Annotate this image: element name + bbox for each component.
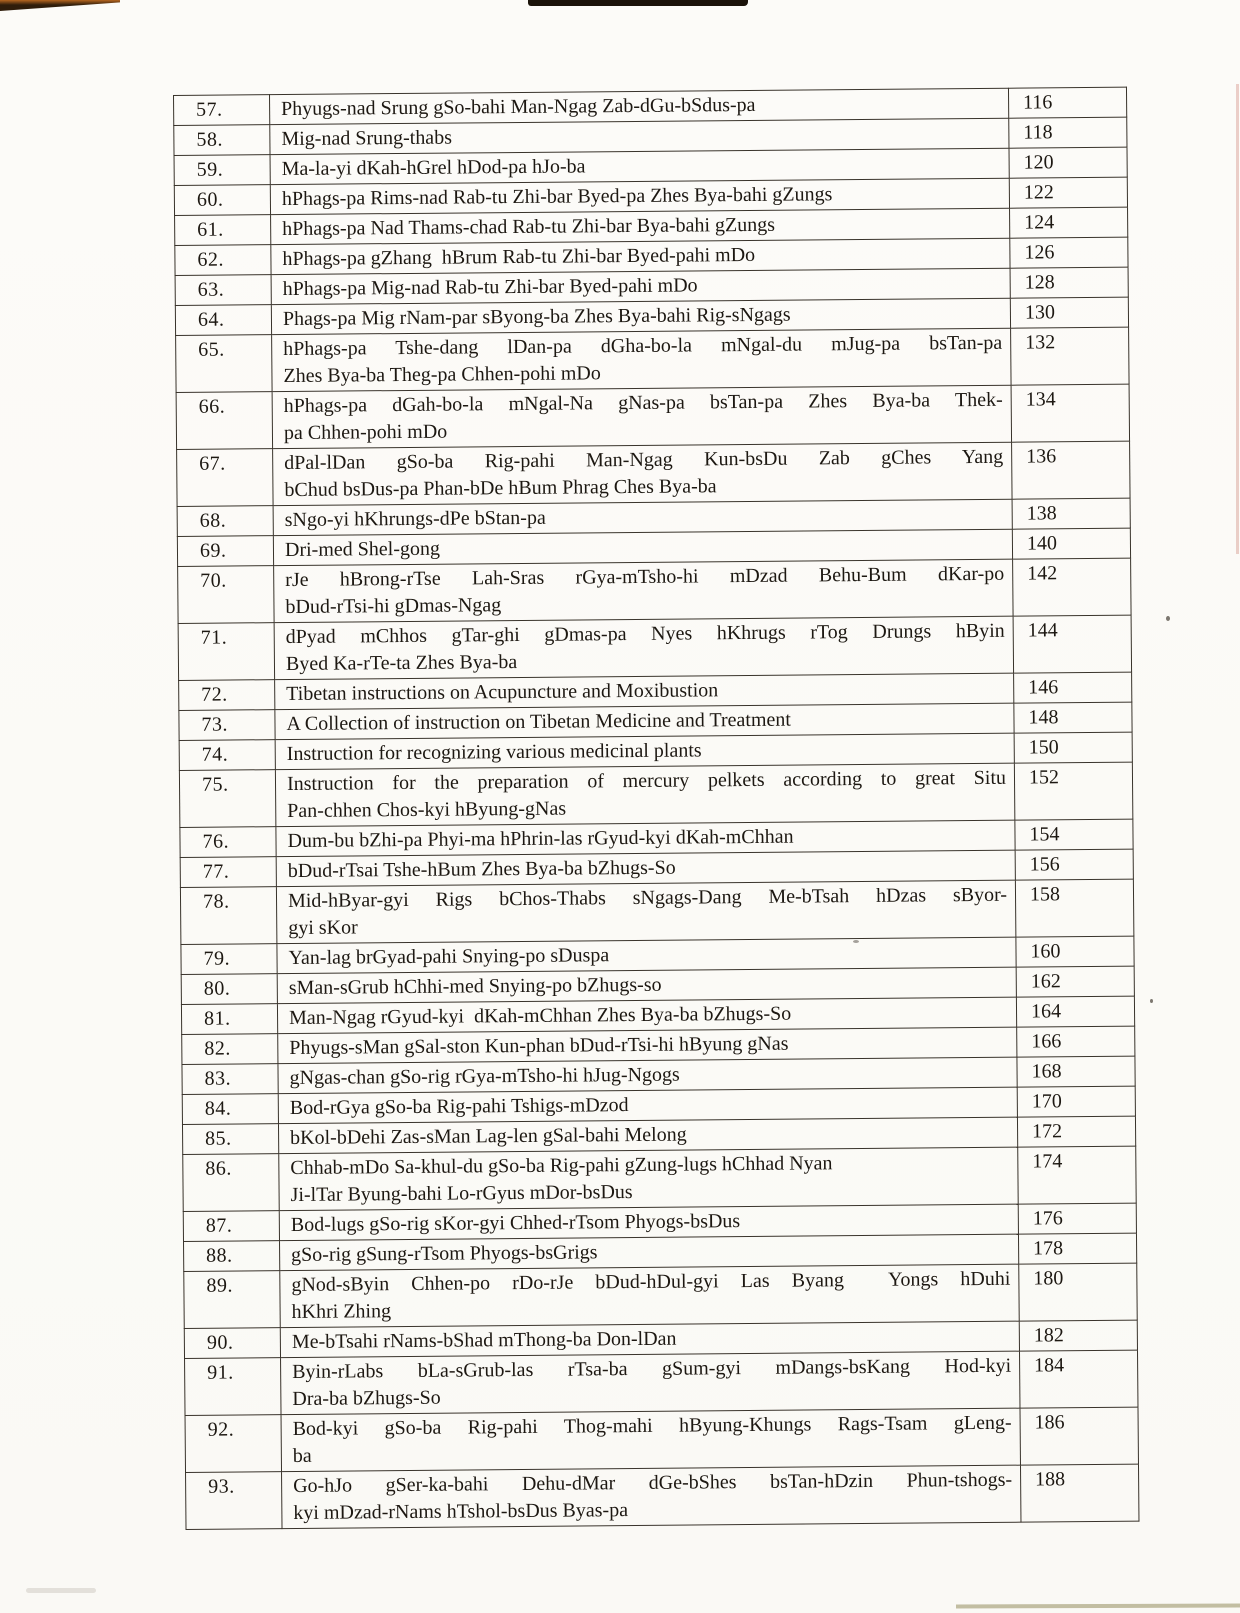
entry-page-number: 118 <box>1009 117 1127 148</box>
entry-title-line: gyi sKor <box>288 916 358 940</box>
table-of-contents <box>173 87 1139 1530</box>
contents-table-wrapper <box>173 87 1138 1530</box>
entry-serial-number: 83. <box>182 1064 278 1095</box>
entry-page-number: 152 <box>1014 762 1132 820</box>
entry-title <box>272 328 1011 391</box>
entry-page-number: 168 <box>1017 1056 1135 1087</box>
table-body <box>174 87 1139 1529</box>
table-row <box>176 327 1129 392</box>
scan-artifact-top-left-wedge <box>0 0 120 11</box>
entry-serial-number: 62. <box>175 245 271 276</box>
entry-title-line: Instruction for recognizing various medicinal plants <box>286 739 702 766</box>
entry-serial-number: 80. <box>181 974 277 1005</box>
entry-title-line: dPyad mChhos gTar-ghi gDmas-pa Nyes hKhrugs rTog Drungs hByin <box>285 619 1005 649</box>
entry-serial-number: 59. <box>174 155 270 186</box>
entry-serial-number: 68. <box>177 506 273 537</box>
entry-page-number: 146 <box>1014 672 1132 703</box>
entry-title-line: hPhags-pa Mig-nad Rab-tu Zhi-bar Byed-pahi mDo <box>282 274 698 301</box>
entry-title-line: hPhags-pa gZhang hBrum Rab-tu Zhi-bar Byed-pahi mDo <box>282 243 756 271</box>
table-row <box>185 1407 1138 1472</box>
entry-page-number: 132 <box>1011 327 1129 385</box>
entry-title-line: hPhags-pa dGah-bo-la mNgal-Na gNas-pa bsTan-pa Zhes Bya-ba Thek- <box>283 388 1003 418</box>
scan-speck <box>1166 616 1170 621</box>
entry-title-line: Bod-rGya gSo-ba Rig-pahi Tshigs-mDzod <box>289 1094 629 1120</box>
entry-page-number: 160 <box>1016 936 1134 967</box>
entry-serial-number: 78. <box>180 887 276 945</box>
entry-title <box>282 1465 1021 1528</box>
entry-title-line: Mid-hByar-gyi Rigs bChos-Thabs sNgags-Dang Me-bTsah hDzas sByor- <box>287 883 1008 913</box>
entry-title-line: dPal-lDan gSo-ba Rig-pahi Man-Ngag Kun-bsDu Zab gChes Yang <box>284 445 1004 475</box>
entry-serial-number: 92. <box>185 1415 281 1473</box>
entry-title-line: Tibetan instructions on Acupuncture and Moxibustion <box>286 679 719 706</box>
entry-title-line: bDud-rTsi-hi gDmas-Ngag <box>285 594 502 619</box>
table-row <box>184 1263 1137 1328</box>
entry-title-line: gNgas-chan gSo-rig rGya-mTsho-hi hJug-Ngogs <box>289 1063 680 1090</box>
entry-title-line: gNod-sByin Chhen-po rDo-rJe bDud-hDul-gyi Las Byang Yongs hDuhi <box>291 1267 1011 1297</box>
entry-title-line: Dum-bu bZhi-pa Phyi-ma hPhrin-las rGyud-kyi dKah-mChhan <box>287 825 794 853</box>
scan-artifact-bottom-left-smudge <box>26 1588 96 1593</box>
entry-page-number: 170 <box>1017 1086 1135 1117</box>
table-row <box>178 615 1131 680</box>
entry-title-line: Byin-rLabs bLa-sGrub-las rTsa-ba gSum-gyi mDangs-bsKang Hod-kyi <box>292 1354 1012 1384</box>
entry-title-line: Phyugs-nad Srung gSo-bahi Man-Ngag Zab-dGu-bSdus-pa <box>281 93 756 121</box>
entry-page-number: 162 <box>1016 966 1134 997</box>
entry-title-line: Bod-lugs gSo-rig sKor-gyi Chhed-rTsom Phyogs-bsDus <box>290 1210 741 1237</box>
entry-title <box>274 616 1013 679</box>
entry-page-number: 188 <box>1020 1464 1138 1522</box>
entry-title-line: Mig-nad Srung-thabs <box>281 126 453 151</box>
entry-title-line: Byed Ka-rTe-ta Zhes Bya-ba <box>285 651 518 676</box>
entry-page-number: 128 <box>1010 267 1128 298</box>
entry-title-line: bChud bsDus-pa Phan-bDe hBum Phrag Ches Bya-ba <box>284 475 717 502</box>
entry-title-line: gSo-rig gSung-rTsom Phyogs-bsGrigs <box>291 1241 598 1267</box>
entry-page-number: 140 <box>1012 528 1130 559</box>
entry-page-number: 178 <box>1018 1233 1136 1264</box>
entry-page-number: 120 <box>1009 147 1127 178</box>
entry-page-number: 172 <box>1017 1116 1135 1147</box>
entry-serial-number: 69. <box>177 536 273 567</box>
entry-title-line: Ji-lTar Byung-bahi Lo-rGyus mDor-bsDus <box>290 1181 633 1207</box>
scan-speck <box>1150 999 1153 1003</box>
entry-serial-number: 81. <box>181 1004 277 1035</box>
entry-title-line: Go-hJo gSer-ka-bahi Dehu-dMar dGe-bShes bsTan-hDzin Phun-tshogs- <box>293 1468 1013 1498</box>
entry-serial-number: 63. <box>175 275 271 306</box>
entry-page-number: 184 <box>1019 1350 1137 1408</box>
entry-title-line: Chhab-mDo Sa-khul-du gSo-ba Rig-pahi gZung-lugs hChhad Nyan <box>290 1152 833 1180</box>
entry-title <box>274 559 1013 622</box>
entry-page-number: 122 <box>1009 177 1127 208</box>
entry-page-number: 124 <box>1010 207 1128 238</box>
entry-page-number: 186 <box>1020 1407 1138 1465</box>
entry-serial-number: 89. <box>184 1271 280 1329</box>
entry-page-number: 148 <box>1014 702 1132 733</box>
entry-page-number: 176 <box>1018 1203 1136 1234</box>
entry-title <box>281 1408 1020 1471</box>
entry-page-number: 130 <box>1010 297 1128 328</box>
entry-serial-number: 93. <box>186 1472 282 1530</box>
entry-title-line: pa Chhen-pohi mDo <box>283 420 448 445</box>
entry-title-line: sNgo-yi hKhrungs-dPe bStan-pa <box>284 506 546 532</box>
entry-serial-number: 57. <box>174 95 270 126</box>
entry-title <box>281 1351 1020 1414</box>
entry-title-line: hKhri Zhing <box>291 1300 392 1324</box>
entry-serial-number: 58. <box>174 125 270 156</box>
entry-serial-number: 82. <box>182 1034 278 1065</box>
entry-serial-number: 64. <box>175 305 271 336</box>
entry-serial-number: 76. <box>180 827 276 858</box>
entry-title <box>279 1147 1018 1210</box>
entry-page-number: 136 <box>1012 441 1130 499</box>
entry-title-line: Phags-pa Mig rNam-par sByong-ba Zhes Bya-bahi Rig-sNgags <box>282 303 791 331</box>
entry-serial-number: 85. <box>182 1124 278 1155</box>
entry-page-number: 134 <box>1011 384 1129 442</box>
table-row <box>179 762 1132 827</box>
entry-title <box>276 880 1015 943</box>
entry-title-line: Instruction for the preparation of mercury pelkets according to great Situ <box>286 766 1007 796</box>
table-row <box>178 558 1131 623</box>
scan-artifact-bottom-edge-line <box>956 1604 1240 1609</box>
entry-title-line: sMan-sGrub hChhi-med Snying-po bZhugs-so <box>288 973 662 1000</box>
entry-serial-number: 60. <box>174 185 270 216</box>
entry-serial-number: 91. <box>185 1358 281 1416</box>
entry-title-line: A Collection of instruction on Tibetan Medicine and Treatment <box>286 708 791 736</box>
entry-page-number: 166 <box>1017 1026 1135 1057</box>
entry-page-number: 142 <box>1013 558 1131 616</box>
entry-page-number: 174 <box>1018 1146 1136 1204</box>
entry-title-line: Me-bTsahi rNams-bShad mThong-ba Don-lDan <box>291 1327 677 1354</box>
entry-title-line: hPhags-pa Rims-nad Rab-tu Zhi-bar Byed-pa Zhes Bya-bahi gZungs <box>281 183 833 211</box>
entry-serial-number: 70. <box>178 566 274 624</box>
entry-serial-number: 87. <box>183 1211 279 1242</box>
entry-serial-number: 74. <box>179 740 275 771</box>
entry-title-line: bKol-bDehi Zas-sMan Lag-len gSal-bahi Melong <box>290 1123 687 1150</box>
entry-page-number: 144 <box>1013 615 1131 673</box>
table-row <box>177 441 1130 506</box>
entry-serial-number: 77. <box>180 857 276 888</box>
entry-serial-number: 67. <box>177 449 273 507</box>
entry-page-number: 154 <box>1015 819 1133 850</box>
entry-title <box>275 763 1014 826</box>
entry-title-line: Pan-chhen Chos-kyi hByung-gNas <box>287 797 567 823</box>
entry-serial-number: 61. <box>175 215 271 246</box>
entry-serial-number: 86. <box>183 1154 279 1212</box>
table-row <box>186 1464 1139 1529</box>
entry-title-line: Man-Ngag rGyud-kyi dKah-mChhan Zhes Bya-ba bZhugs-So <box>288 1002 792 1030</box>
entry-serial-number: 72. <box>179 680 275 711</box>
entry-title-line: ba <box>292 1444 312 1468</box>
entry-serial-number: 66. <box>176 392 272 450</box>
entry-serial-number: 84. <box>182 1094 278 1125</box>
entry-title-line: Phyugs-sMan gSal-ston Kun-phan bDud-rTsi-hi hByung gNas <box>289 1032 789 1060</box>
entry-page-number: 138 <box>1012 498 1130 529</box>
entry-title <box>280 1264 1019 1327</box>
entry-page-number: 182 <box>1019 1320 1137 1351</box>
entry-title-line: hPhags-pa Tshe-dang lDan-pa dGha-bo-la mNgal-du mJug-pa bsTan-pa <box>283 331 1003 361</box>
entry-page-number: 156 <box>1015 849 1133 880</box>
entry-serial-number: 79. <box>181 944 277 975</box>
entry-serial-number: 73. <box>179 710 275 741</box>
entry-page-number: 150 <box>1014 732 1132 763</box>
table-row <box>183 1146 1136 1211</box>
entry-title-line: Zhes Bya-ba Theg-pa Chhen-pohi mDo <box>283 362 601 388</box>
entry-page-number: 180 <box>1019 1263 1137 1321</box>
scan-artifact-right-edge-line <box>1236 84 1239 554</box>
table-row <box>180 879 1133 944</box>
entry-title <box>273 442 1012 505</box>
entry-title-line: Ma-la-yi dKah-hGrel hDod-pa hJo-ba <box>281 155 586 181</box>
entry-page-number: 116 <box>1008 87 1126 118</box>
table-row <box>185 1350 1138 1415</box>
entry-page-number: 158 <box>1015 879 1133 937</box>
entry-title-line: Yan-lag brGyad-pahi Snying-po sDuspa <box>288 944 610 970</box>
entry-title-line: kyi mDzad-rNams hTshol-bsDus Byas-pa <box>293 1499 629 1525</box>
entry-serial-number: 90. <box>184 1328 280 1359</box>
scan-artifact-top-center-bar <box>528 0 748 6</box>
entry-serial-number: 71. <box>178 623 274 681</box>
entry-title-line: Dri-med Shel-gong <box>284 537 441 562</box>
entry-serial-number: 65. <box>176 335 272 393</box>
entry-title-line: Bod-kyi gSo-ba Rig-pahi Thog-mahi hByung-Khungs Rags-Tsam gLeng- <box>292 1411 1012 1441</box>
entry-title <box>272 385 1011 448</box>
entry-page-number: 126 <box>1010 237 1128 268</box>
entry-title-line: hPhags-pa Nad Thams-chad Rab-tu Zhi-bar Bya-bahi gZungs <box>282 213 776 241</box>
entry-serial-number: 88. <box>184 1241 280 1272</box>
entry-title-line: bDud-rTsai Tshe-hBum Zhes Bya-ba bZhugs-So <box>287 856 676 883</box>
entry-title-line: Dra-ba bZhugs-So <box>292 1386 441 1411</box>
table-row <box>176 384 1129 449</box>
entry-page-number: 164 <box>1016 996 1134 1027</box>
entry-serial-number: 75. <box>179 770 275 828</box>
entry-title-line: rJe hBrong-rTse Lah-Sras rGya-mTsho-hi mDzad Behu-Bum dKar-po <box>285 562 1005 592</box>
